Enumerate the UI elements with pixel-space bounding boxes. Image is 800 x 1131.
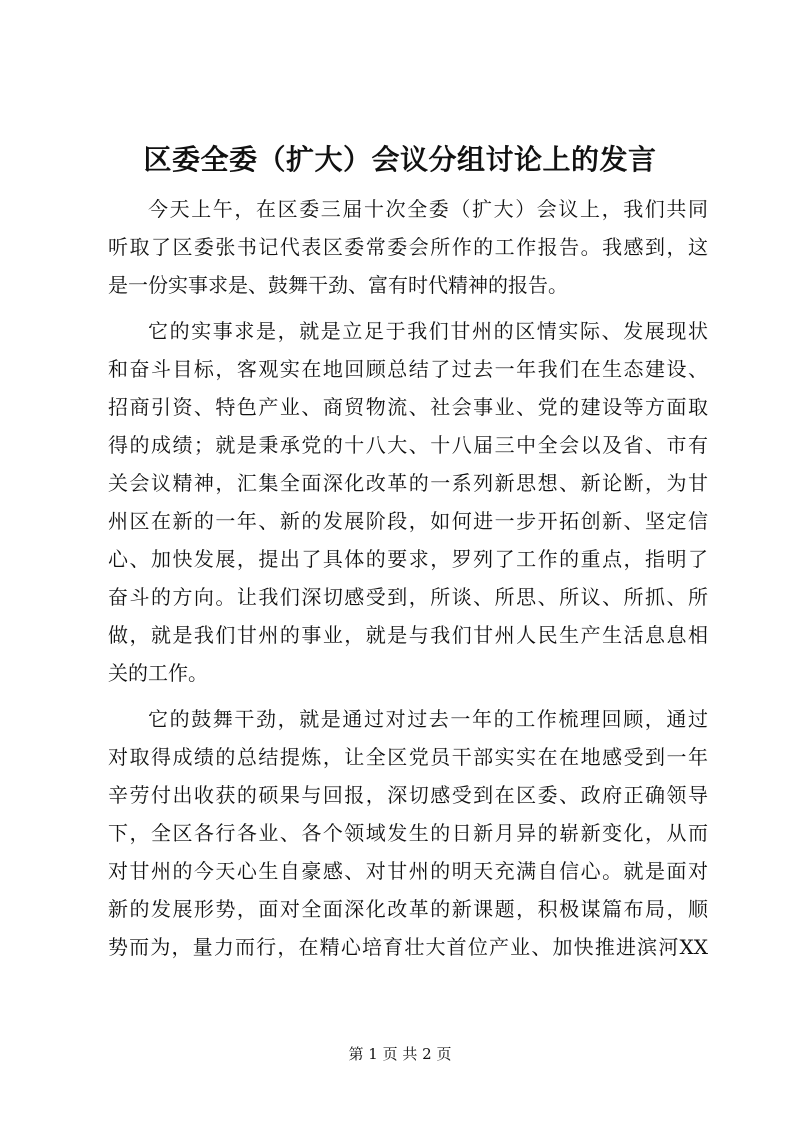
text-line: 它的鼓舞干劲，就是通过对过去一年的工作梳理回顾，通过 [148, 707, 708, 731]
paragraph [108, 190, 708, 304]
text-line: 得的成绩；就是秉承党的十八大、十八届三中全会以及省、市有 [108, 433, 708, 457]
document-body [108, 190, 708, 966]
text-line: 和奋斗目标，客观实在地回顾总结了过去一年我们在生态建设、 [108, 357, 708, 381]
text-line: 关会议精神，汇集全面深化改革的一系列新思想、新论断，为甘 [108, 471, 708, 495]
text-line: 听取了区委张书记代表区委常委会所作的工作报告。我感到，这 [108, 235, 708, 259]
text-line: 关的工作。 [108, 661, 208, 685]
page-number-footer: 第 1 页 共 2 页 [348, 1045, 452, 1063]
text-line: 下，全区各行各业、各个领域发生的日新月异的崭新变化，从而 [108, 821, 708, 845]
document-title: 区委全委（扩大）会议分组讨论上的发言 [143, 143, 657, 176]
text-line: 它的实事求是，就是立足于我们甘州的区情实际、发展现状 [148, 319, 708, 343]
text-line: 辛劳付出收获的硕果与回报，深切感受到在区委、政府正确领导 [108, 783, 708, 807]
text-line: 对取得成绩的总结提炼，让全区党员干部实实在在地感受到一年 [108, 745, 708, 769]
text-line: 新的发展形势，面对全面深化改革的新课题，积极谋篇布局，顺 [108, 897, 708, 921]
paragraph [108, 700, 708, 966]
text-line: 心、加快发展，提出了具体的要求，罗列了工作的重点，指明了 [108, 547, 708, 571]
text-line: 州区在新的一年、新的发展阶段，如何进一步开拓创新、坚定信 [108, 509, 708, 533]
text-line: 奋斗的方向。让我们深切感受到，所谈、所思、所议、所抓、所 [108, 585, 708, 609]
paragraph [108, 312, 708, 692]
text-line: 今天上午，在区委三届十次全委（扩大）会议上，我们共同 [148, 197, 708, 221]
text-line: 招商引资、特色产业、商贸物流、社会事业、党的建设等方面取 [108, 395, 708, 419]
text-line: 是一份实事求是、鼓舞干劲、富有时代精神的报告。 [108, 273, 568, 297]
text-line: 做，就是我们甘州的事业，就是与我们甘州人民生产生活息息相 [108, 623, 708, 647]
text-line: 势而为，量力而行，在精心培育壮大首位产业、加快推进滨河XX [108, 935, 708, 959]
text-line: 对甘州的今天心生自豪感、对甘州的明天充满自信心。就是面对 [108, 859, 708, 883]
